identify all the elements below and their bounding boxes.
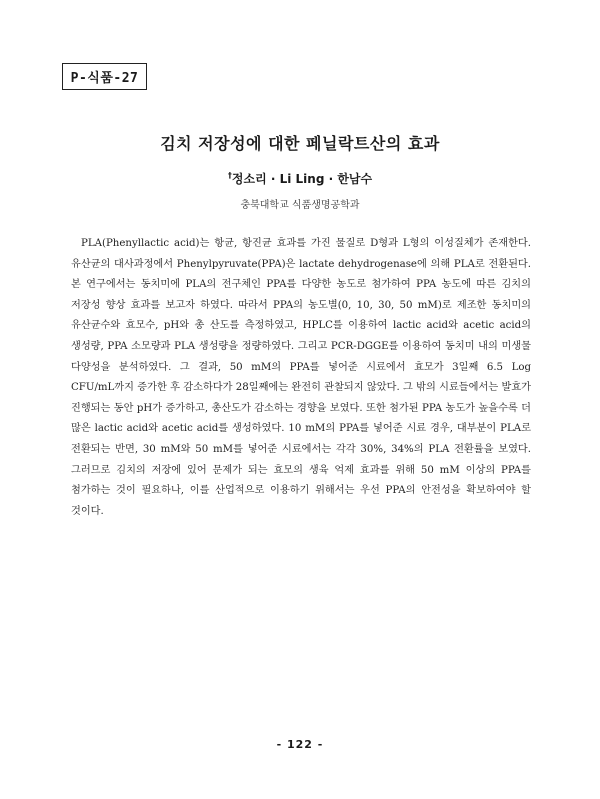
page-number: - 122 - <box>276 738 324 751</box>
session-code: P-식품-27 <box>70 71 139 86</box>
corresponding-author-mark: † <box>227 171 232 180</box>
affiliation: 충북대학교 식품생명공학과 <box>240 200 360 211</box>
session-code-box <box>62 63 147 90</box>
author-names: 정소리 · Li Ling · 한남수 <box>231 172 373 186</box>
paper-title: 김치 저장성에 대한 페닐락트산의 효과 <box>160 134 440 153</box>
abstract-text: PLA(Phenyllactic acid)는 항균, 항진균 효과를 가진 물질로 D형과 L형의 이성질체가 존재한다. 유산균의 대사과정에서 Phenylpyruvate(PPA)은 lactate dehydrogenase에 의해 PLA로 전환된다. 본 연구에서는 동치미에 PLA의 전구체인 PPA를 다양한 농도로 첨가하여 PPA 농도에 따른 김치의 저장성 향상 효과를 보고자 하였다. 따라서 PPA의 농도별(0, 10, 30, 50 mM)로 제조한 동치미의 유산균수와 효모수, pH와 총 산도를 측정하였고, HPLC를 이용하여 lactic acid와 acetic acid의 생성량, PPA 소모량과 PLA 생성량을 정량하였다. 그리고 PCR-DGGE를 이용하여 동치미 내의 미생물 다양성을 분석하였다. 그 결과, 50 mM의 PPA를 넣어준 시료에서 효모가 3일째 6.5 Log CFU/mL까지 증가한 후 감소하다가 28일째에는 완전히 관찰되지 않았다. 그 밖의 시료들에서는 발효가 진행되는 동안 pH가 증가하고, 총산도가 감소하는 경향을 보였다. 또한 첨가된 PPA 농도가 높을수록 더 많은 lactic acid와 acetic acid를 생성하였다. 10 mM의 PPA를 넣어준 시료 경우, 대부분이 PLA로 전환되는 반면, 30 mM와 50 mM를 넣어준 시료에서는 각각 30%, 34%의 PLA 전환률을 보였다. 그러므로 김치의 저장에 있어 문제가 되는 효모의 생육 억제 효과를 위해 50 mM 이상의 PPA를 첨가하는 것이 필요하나, 이를 산업적으로 이용하기 위해서는 우선 PPA의 안전성을 확보하여야 할 것이다. <box>71 238 531 517</box>
author-line <box>0 170 600 187</box>
